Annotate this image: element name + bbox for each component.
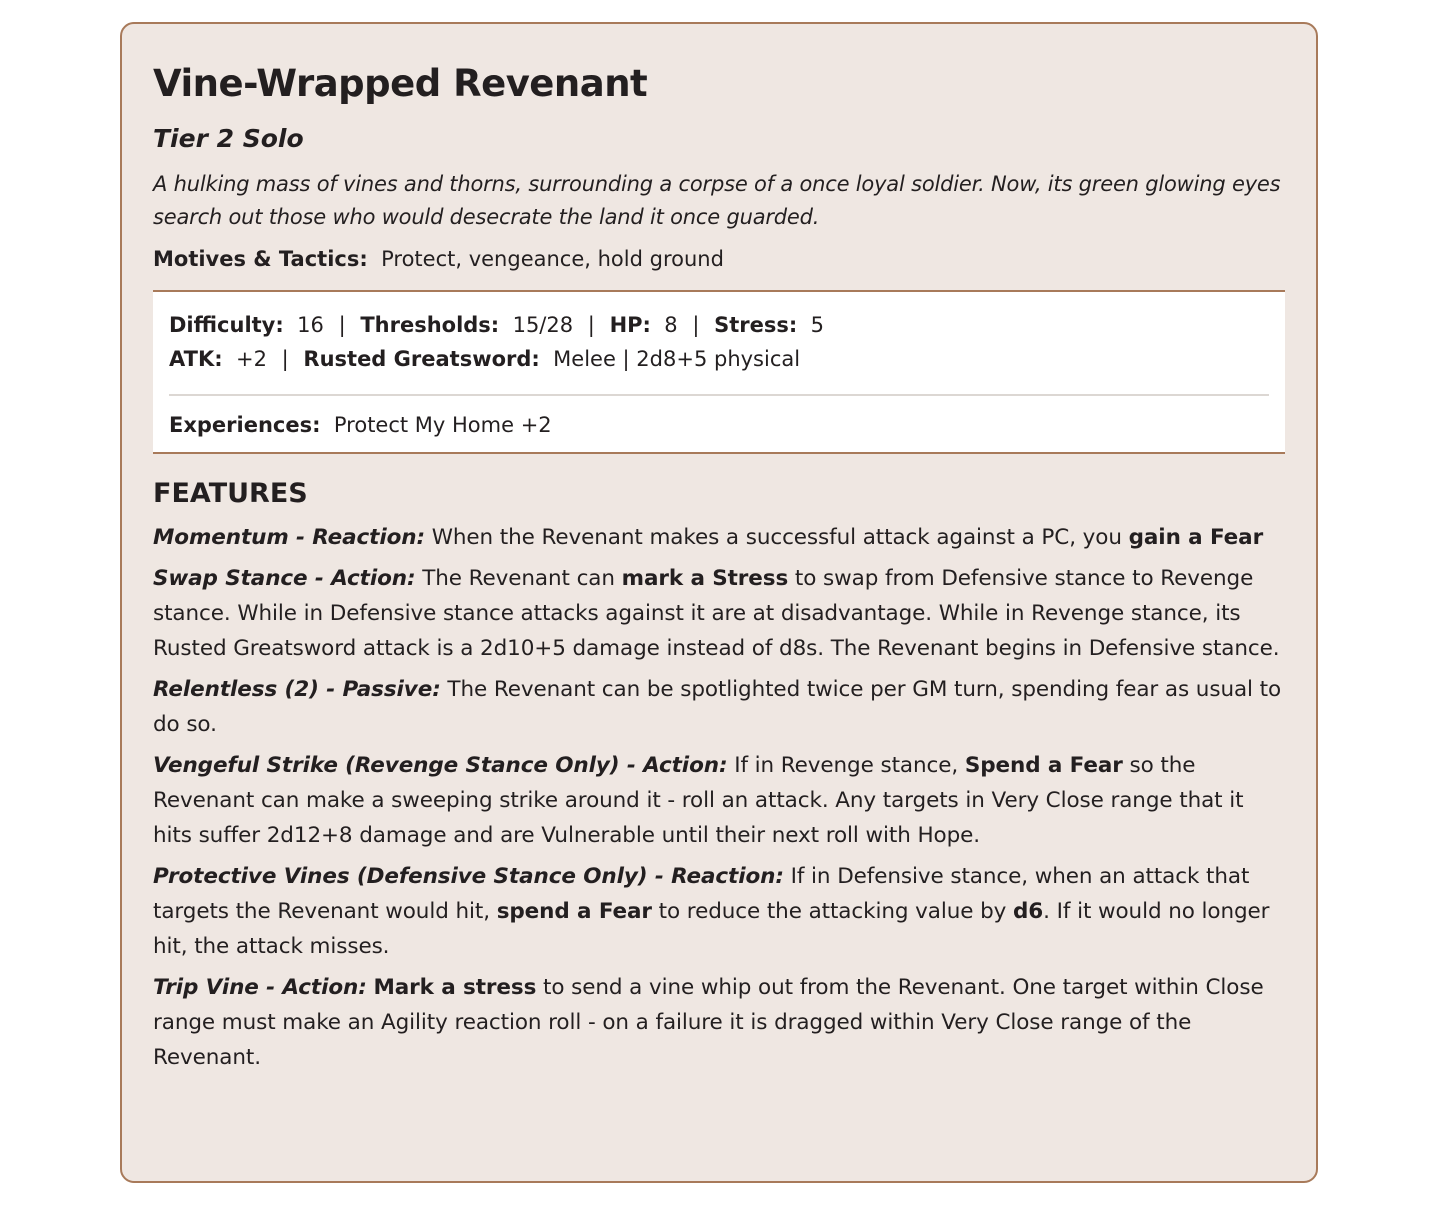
feature-text: to reduce the attacking value by (651, 899, 1014, 924)
feature-item (153, 748, 1285, 853)
separator: | (281, 347, 289, 371)
adversary-title: Vine-Wrapped Revenant (153, 62, 648, 105)
feature-item (153, 561, 1285, 666)
experiences-value: Protect My Home +2 (333, 413, 552, 437)
feature-text: . If it would no longer hit, the attack misses. (153, 899, 1270, 959)
feature-text: If in Revenge stance, (727, 753, 965, 778)
separator: | (338, 313, 346, 337)
stat-row-1 (169, 308, 1269, 342)
atk-label: ATK: (169, 347, 223, 371)
stress-label: Stress: (714, 313, 798, 337)
motives-label: Motives & Tactics: (153, 247, 368, 271)
hp-label: HP: (609, 313, 651, 337)
feature-text: The Revenant can be spotlighted twice per GM turn, spending fear as usual to do so. (153, 677, 1282, 737)
atk-value: +2 (235, 347, 267, 371)
hp-value: 8 (664, 313, 678, 337)
feature-item (153, 672, 1285, 742)
tier-label: Tier 2 Solo (153, 124, 304, 153)
separator: | (587, 313, 595, 337)
feature-text: so the Revenant can make a sweeping strike around it - roll an attack. Any targets in Very Close range that it hits suffer 2d12+8 damage and are Vulnerable until their next roll with Hope. (153, 753, 1244, 848)
feature-name: Vengeful Strike (Revenge Stance Only) - Action: (153, 753, 728, 778)
weapon-label: Rusted Greatsword: (303, 347, 540, 371)
experiences (169, 408, 1269, 442)
feature-name: Relentless (2) - Passive: (153, 677, 441, 702)
difficulty-value: 16 (297, 313, 324, 337)
divider (169, 394, 1269, 396)
feature-name: Swap Stance - Action: (153, 566, 416, 591)
feature-name: Momentum - Reaction: (153, 525, 425, 550)
feature-name: Trip Vine - Action: (153, 975, 367, 1000)
adversary-card (120, 22, 1318, 1183)
feature-emphasis: Spend a Fear (964, 753, 1123, 778)
features-list (153, 520, 1285, 1075)
stat-row-2 (169, 342, 1269, 376)
separator: | (692, 313, 700, 337)
feature-item (153, 520, 1285, 555)
feature-emphasis: Mark a stress (373, 975, 537, 1000)
difficulty-label: Difficulty: (169, 313, 284, 337)
feature-item (153, 859, 1285, 964)
motives (153, 244, 1285, 274)
feature-text: to swap from Defensive stance to Revenge stance. While in Defensive stance attacks against it are at disadvantage. While in Revenge stance, its Rusted Greatsword attack is a 2d10+5 damage instead of d8s. The Revenant begins in Defensive stance. (153, 566, 1280, 661)
feature-emphasis: d6 (1013, 899, 1044, 924)
feature-text: If in Defensive stance, when an attack that targets the Revenant would hit, (153, 864, 1250, 924)
stress-value: 5 (810, 313, 825, 337)
description: A hulking mass of vines and thorns, surrounding a corpse of a once loyal soldier. Now, its green glowing eyes search out those who would desecrate the land it once guarded. (153, 172, 1281, 229)
feature-text: When the Revenant makes a successful attack against a PC, you (424, 525, 1129, 550)
feature-text: The Revenant can (415, 566, 622, 591)
features-heading: FEATURES (153, 478, 308, 509)
feature-name: Protective Vines (Defensive Stance Only) - Reaction: (153, 864, 784, 889)
feature-emphasis: spend a Fear (496, 899, 652, 924)
experiences-label: Experiences: (169, 413, 321, 437)
thresholds-label: Thresholds: (360, 313, 500, 337)
feature-emphasis: gain a Fear (1128, 525, 1264, 550)
feature-item (153, 970, 1285, 1075)
stat-block (153, 290, 1285, 454)
weapon-value: Melee | 2d8+5 physical (553, 347, 801, 371)
feature-emphasis: mark a Stress (621, 566, 789, 591)
feature-text: to send a vine whip out from the Revenant. One target within Close range must make an Agility reaction roll - on a failure it is dragged within Very Close range of the Revenant. (153, 975, 1264, 1070)
motives-value: Protect, vengeance, hold ground (381, 247, 724, 271)
thresholds-value: 15/28 (512, 313, 574, 337)
